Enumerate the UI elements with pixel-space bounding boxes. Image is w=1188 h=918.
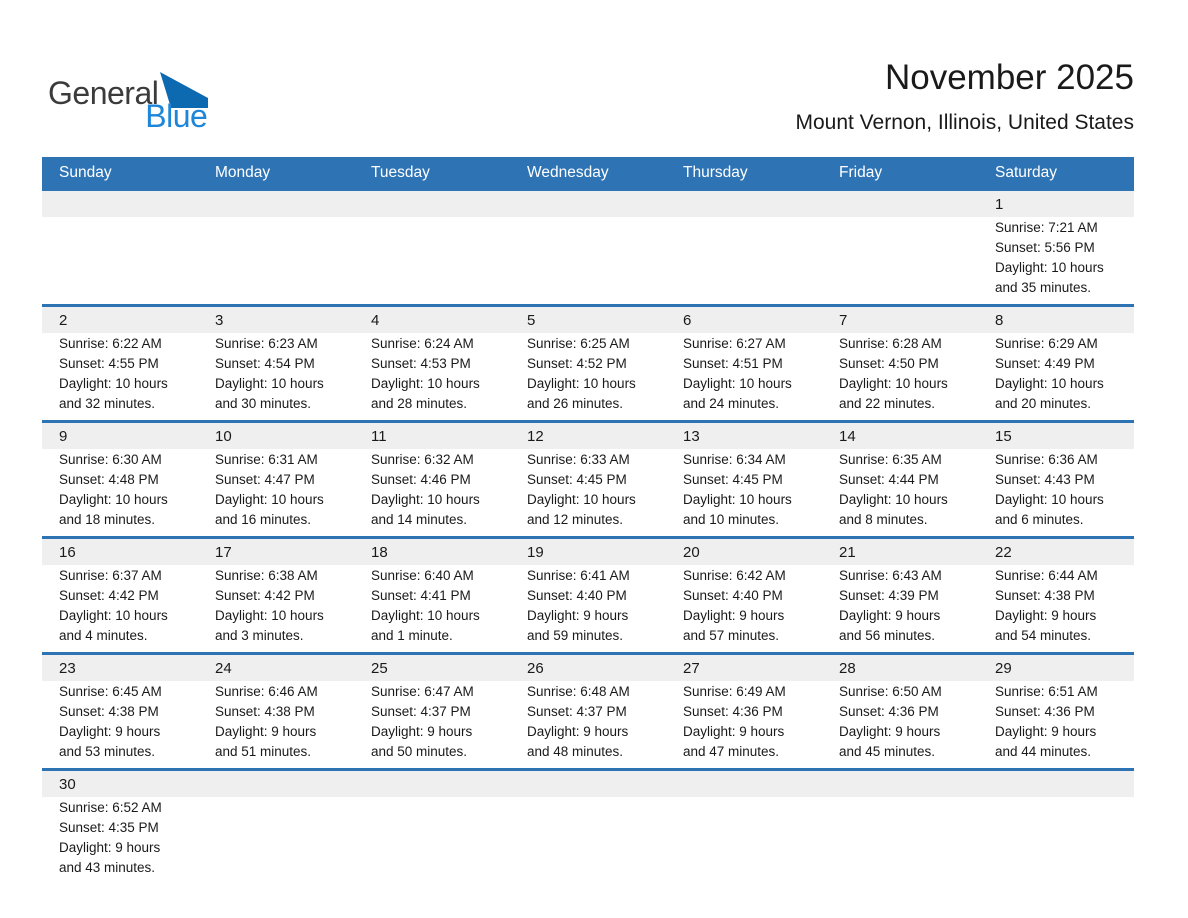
- empty-day-number: [510, 191, 666, 217]
- daylight-text-line2: and 12 minutes.: [527, 512, 624, 527]
- daylight-text-line1: Daylight: 9 hours: [995, 608, 1097, 623]
- daylight-text-line2: and 6 minutes.: [995, 512, 1084, 527]
- sunrise-text: Sunrise: 6:32 AM: [371, 452, 474, 467]
- day-number-4: 4: [371, 312, 380, 329]
- sunset-text: Sunset: 4:45 PM: [527, 472, 627, 487]
- sunset-text: Sunset: 4:36 PM: [683, 704, 783, 719]
- empty-day-cell: [354, 217, 510, 304]
- daylight-text-line2: and 56 minutes.: [839, 628, 936, 643]
- daylight-text-line2: and 53 minutes.: [59, 744, 156, 759]
- day-number-22: 22: [995, 544, 1012, 561]
- sunset-text: Sunset: 4:37 PM: [371, 704, 471, 719]
- daylight-text-line1: Daylight: 9 hours: [59, 724, 161, 739]
- sunrise-text: Sunrise: 6:46 AM: [215, 684, 318, 699]
- empty-day-number: [354, 771, 510, 797]
- week-row: [42, 768, 1134, 884]
- week-row: [42, 188, 1134, 304]
- empty-day-number: [822, 771, 978, 797]
- day-number-24: 24: [215, 660, 232, 677]
- sunrise-text: Sunrise: 6:30 AM: [59, 452, 162, 467]
- daylight-text-line2: and 10 minutes.: [683, 512, 780, 527]
- sunrise-text: Sunrise: 6:27 AM: [683, 336, 786, 351]
- day-number-30: 30: [59, 776, 76, 793]
- day-number-19: 19: [527, 544, 544, 561]
- day-cell-15: [978, 449, 1134, 536]
- day-cell-6: [666, 333, 822, 420]
- daylight-text-line1: Daylight: 10 hours: [59, 492, 168, 507]
- sunrise-text: Sunrise: 6:45 AM: [59, 684, 162, 699]
- daylight-text-line1: Daylight: 10 hours: [371, 376, 480, 391]
- day-number-15: 15: [995, 428, 1012, 445]
- daylight-text-line1: Daylight: 9 hours: [527, 608, 629, 623]
- sunset-text: Sunset: 4:35 PM: [59, 820, 159, 835]
- empty-day-cell: [354, 797, 510, 884]
- week-row: [42, 536, 1134, 652]
- daylight-text-line1: Daylight: 9 hours: [215, 724, 317, 739]
- week-row: [42, 420, 1134, 536]
- weekday-header-thursday: Thursday: [683, 164, 748, 181]
- sunrise-text: Sunrise: 6:24 AM: [371, 336, 474, 351]
- day-cell-26: [510, 681, 666, 768]
- day-cell-30: [42, 797, 198, 884]
- day-cell-17: [198, 565, 354, 652]
- sunrise-text: Sunrise: 6:31 AM: [215, 452, 318, 467]
- day-number-3: 3: [215, 312, 224, 329]
- daylight-text-line2: and 54 minutes.: [995, 628, 1092, 643]
- week-row: [42, 304, 1134, 420]
- sunset-text: Sunset: 4:50 PM: [839, 356, 939, 371]
- day-number-5: 5: [527, 312, 536, 329]
- weekday-header-tuesday: Tuesday: [371, 164, 430, 181]
- day-cell-10: [198, 449, 354, 536]
- day-number-12: 12: [527, 428, 544, 445]
- daylight-text-line1: Daylight: 10 hours: [995, 492, 1104, 507]
- empty-day-cell: [510, 217, 666, 304]
- day-number-28: 28: [839, 660, 856, 677]
- sunset-text: Sunset: 4:51 PM: [683, 356, 783, 371]
- weekday-header-monday: Monday: [215, 164, 271, 181]
- day-number-10: 10: [215, 428, 232, 445]
- empty-day-number: [42, 191, 198, 217]
- day-number-26: 26: [527, 660, 544, 677]
- week-row: [42, 652, 1134, 768]
- logo-text-blue: Blue: [145, 98, 208, 134]
- daylight-text-line2: and 16 minutes.: [215, 512, 312, 527]
- sunset-text: Sunset: 4:52 PM: [527, 356, 627, 371]
- daylight-text-line1: Daylight: 10 hours: [215, 492, 324, 507]
- daylight-text-line1: Daylight: 10 hours: [215, 608, 324, 623]
- day-number-11: 11: [371, 428, 387, 445]
- empty-day-number: [666, 771, 822, 797]
- weekday-header-friday: Friday: [839, 164, 883, 181]
- sunset-text: Sunset: 4:39 PM: [839, 588, 939, 603]
- sunset-text: Sunset: 4:41 PM: [371, 588, 471, 603]
- daylight-text-line2: and 59 minutes.: [527, 628, 624, 643]
- empty-day-number: [978, 771, 1134, 797]
- daylight-text-line1: Daylight: 10 hours: [839, 492, 948, 507]
- daylight-text-line2: and 28 minutes.: [371, 396, 468, 411]
- daylight-text-line2: and 51 minutes.: [215, 744, 312, 759]
- sunset-text: Sunset: 4:40 PM: [527, 588, 627, 603]
- day-number-1: 1: [995, 196, 1004, 213]
- daylight-text-line2: and 22 minutes.: [839, 396, 936, 411]
- daylight-text-line2: and 3 minutes.: [215, 628, 304, 643]
- header-titles: [795, 58, 1134, 135]
- daylight-text-line2: and 14 minutes.: [371, 512, 468, 527]
- sunrise-text: Sunrise: 6:51 AM: [995, 684, 1098, 699]
- sunrise-text: Sunrise: 6:36 AM: [995, 452, 1098, 467]
- sunrise-text: Sunrise: 6:49 AM: [683, 684, 786, 699]
- day-number-14: 14: [839, 428, 856, 445]
- daylight-text-line1: Daylight: 10 hours: [371, 608, 480, 623]
- calendar-table: [42, 157, 1134, 884]
- daylight-text-line1: Daylight: 9 hours: [995, 724, 1097, 739]
- day-number-6: 6: [683, 312, 692, 329]
- day-number-21: 21: [839, 544, 856, 561]
- sunset-text: Sunset: 4:55 PM: [59, 356, 159, 371]
- sunset-text: Sunset: 4:40 PM: [683, 588, 783, 603]
- daylight-text-line1: Daylight: 9 hours: [371, 724, 473, 739]
- sunset-text: Sunset: 4:42 PM: [59, 588, 159, 603]
- day-number-9: 9: [59, 428, 68, 445]
- day-number-25: 25: [371, 660, 388, 677]
- day-cell-23: [42, 681, 198, 768]
- day-cell-27: [666, 681, 822, 768]
- sunrise-text: Sunrise: 6:43 AM: [839, 568, 942, 583]
- day-cell-18: [354, 565, 510, 652]
- sunrise-text: Sunrise: 7:21 AM: [995, 220, 1098, 235]
- daylight-text-line2: and 8 minutes.: [839, 512, 928, 527]
- daylight-text-line2: and 1 minute.: [371, 628, 453, 643]
- sunrise-text: Sunrise: 6:42 AM: [683, 568, 786, 583]
- sunset-text: Sunset: 4:43 PM: [995, 472, 1095, 487]
- page-subtitle: Mount Vernon, Illinois, United States: [795, 111, 1134, 135]
- daylight-text-line2: and 4 minutes.: [59, 628, 148, 643]
- day-cell-2: [42, 333, 198, 420]
- day-cell-12: [510, 449, 666, 536]
- sunset-text: Sunset: 4:38 PM: [59, 704, 159, 719]
- daylight-text-line1: Daylight: 9 hours: [683, 724, 785, 739]
- daylight-text-line1: Daylight: 10 hours: [995, 376, 1104, 391]
- sunrise-text: Sunrise: 6:37 AM: [59, 568, 162, 583]
- sunrise-text: Sunrise: 6:35 AM: [839, 452, 942, 467]
- day-cell-4: [354, 333, 510, 420]
- empty-day-number: [822, 191, 978, 217]
- sunset-text: Sunset: 4:48 PM: [59, 472, 159, 487]
- empty-day-number: [354, 191, 510, 217]
- day-number-2: 2: [59, 312, 68, 329]
- empty-day-number: [198, 191, 354, 217]
- day-cell-16: [42, 565, 198, 652]
- daylight-text-line1: Daylight: 10 hours: [527, 376, 636, 391]
- sunrise-text: Sunrise: 6:22 AM: [59, 336, 162, 351]
- sunrise-text: Sunrise: 6:29 AM: [995, 336, 1098, 351]
- sunrise-text: Sunrise: 6:28 AM: [839, 336, 942, 351]
- day-cell-24: [198, 681, 354, 768]
- sunset-text: Sunset: 4:53 PM: [371, 356, 471, 371]
- sunset-text: Sunset: 4:38 PM: [995, 588, 1095, 603]
- daylight-text-line1: Daylight: 9 hours: [839, 608, 941, 623]
- general-blue-logo: [48, 72, 208, 132]
- daylight-text-line2: and 32 minutes.: [59, 396, 156, 411]
- weekday-header-sunday: Sunday: [59, 164, 112, 181]
- daylight-text-line1: Daylight: 9 hours: [683, 608, 785, 623]
- sunset-text: Sunset: 4:37 PM: [527, 704, 627, 719]
- daylight-text-line2: and 30 minutes.: [215, 396, 312, 411]
- empty-day-number: [666, 191, 822, 217]
- logo-text-general: General: [48, 75, 159, 111]
- day-cell-25: [354, 681, 510, 768]
- daylight-text-line2: and 47 minutes.: [683, 744, 780, 759]
- day-number-18: 18: [371, 544, 388, 561]
- day-cell-13: [666, 449, 822, 536]
- sunrise-text: Sunrise: 6:33 AM: [527, 452, 630, 467]
- daylight-text-line2: and 45 minutes.: [839, 744, 936, 759]
- empty-day-cell: [666, 797, 822, 884]
- daylight-text-line2: and 35 minutes.: [995, 280, 1092, 295]
- daylight-text-line1: Daylight: 10 hours: [59, 608, 168, 623]
- day-number-27: 27: [683, 660, 700, 677]
- day-cell-5: [510, 333, 666, 420]
- daylight-text-line1: Daylight: 10 hours: [371, 492, 480, 507]
- day-cell-8: [978, 333, 1134, 420]
- daylight-text-line1: Daylight: 10 hours: [683, 492, 792, 507]
- day-number-16: 16: [59, 544, 76, 561]
- day-cell-22: [978, 565, 1134, 652]
- day-number-17: 17: [215, 544, 232, 561]
- daylight-text-line2: and 43 minutes.: [59, 860, 156, 875]
- day-cell-11: [354, 449, 510, 536]
- empty-day-cell: [510, 797, 666, 884]
- daylight-text-line1: Daylight: 9 hours: [839, 724, 941, 739]
- sunset-text: Sunset: 4:49 PM: [995, 356, 1095, 371]
- day-cell-28: [822, 681, 978, 768]
- daylight-text-line1: Daylight: 10 hours: [839, 376, 948, 391]
- daylight-text-line1: Daylight: 10 hours: [59, 376, 168, 391]
- daylight-text-line2: and 24 minutes.: [683, 396, 780, 411]
- empty-day-cell: [198, 217, 354, 304]
- day-cell-1: [978, 217, 1134, 304]
- empty-day-cell: [666, 217, 822, 304]
- sunrise-text: Sunrise: 6:47 AM: [371, 684, 474, 699]
- sunset-text: Sunset: 4:45 PM: [683, 472, 783, 487]
- sunset-text: Sunset: 4:42 PM: [215, 588, 315, 603]
- empty-day-number: [510, 771, 666, 797]
- calendar-weeks: [42, 188, 1134, 884]
- empty-day-number: [198, 771, 354, 797]
- day-cell-21: [822, 565, 978, 652]
- weekday-header-row: [42, 157, 1134, 188]
- weekday-header-saturday: Saturday: [995, 164, 1058, 181]
- empty-day-cell: [42, 217, 198, 304]
- weekday-header-wednesday: Wednesday: [527, 164, 609, 181]
- sunrise-text: Sunrise: 6:40 AM: [371, 568, 474, 583]
- sunrise-text: Sunrise: 6:41 AM: [527, 568, 630, 583]
- sunrise-text: Sunrise: 6:52 AM: [59, 800, 162, 815]
- day-cell-9: [42, 449, 198, 536]
- sunrise-text: Sunrise: 6:23 AM: [215, 336, 318, 351]
- sunset-text: Sunset: 4:47 PM: [215, 472, 315, 487]
- day-cell-29: [978, 681, 1134, 768]
- daylight-text-line1: Daylight: 9 hours: [527, 724, 629, 739]
- daylight-text-line1: Daylight: 10 hours: [215, 376, 324, 391]
- empty-day-cell: [822, 797, 978, 884]
- daylight-text-line2: and 57 minutes.: [683, 628, 780, 643]
- day-number-8: 8: [995, 312, 1004, 329]
- day-number-29: 29: [995, 660, 1012, 677]
- day-cell-19: [510, 565, 666, 652]
- day-number-20: 20: [683, 544, 700, 561]
- daylight-text-line2: and 48 minutes.: [527, 744, 624, 759]
- sunset-text: Sunset: 4:36 PM: [995, 704, 1095, 719]
- sunset-text: Sunset: 4:44 PM: [839, 472, 939, 487]
- sunset-text: Sunset: 4:38 PM: [215, 704, 315, 719]
- daylight-text-line2: and 20 minutes.: [995, 396, 1092, 411]
- day-cell-14: [822, 449, 978, 536]
- sunset-text: Sunset: 4:54 PM: [215, 356, 315, 371]
- daylight-text-line1: Daylight: 10 hours: [527, 492, 636, 507]
- empty-day-cell: [978, 797, 1134, 884]
- sunrise-text: Sunrise: 6:48 AM: [527, 684, 630, 699]
- daylight-text-line2: and 26 minutes.: [527, 396, 624, 411]
- day-cell-20: [666, 565, 822, 652]
- empty-day-cell: [198, 797, 354, 884]
- sunrise-text: Sunrise: 6:44 AM: [995, 568, 1098, 583]
- sunrise-text: Sunrise: 6:25 AM: [527, 336, 630, 351]
- page-title: November 2025: [884, 58, 1134, 97]
- sunset-text: Sunset: 5:56 PM: [995, 240, 1095, 255]
- day-cell-7: [822, 333, 978, 420]
- sunset-text: Sunset: 4:36 PM: [839, 704, 939, 719]
- daylight-text-line1: Daylight: 9 hours: [59, 840, 161, 855]
- day-number-23: 23: [59, 660, 76, 677]
- sunrise-text: Sunrise: 6:50 AM: [839, 684, 942, 699]
- daylight-text-line2: and 44 minutes.: [995, 744, 1092, 759]
- daylight-text-line2: and 18 minutes.: [59, 512, 156, 527]
- sunset-text: Sunset: 4:46 PM: [371, 472, 471, 487]
- day-number-13: 13: [683, 428, 700, 445]
- daylight-text-line1: Daylight: 10 hours: [683, 376, 792, 391]
- sunrise-text: Sunrise: 6:34 AM: [683, 452, 786, 467]
- daylight-text-line1: Daylight: 10 hours: [995, 260, 1104, 275]
- day-cell-3: [198, 333, 354, 420]
- day-number-7: 7: [839, 312, 848, 329]
- daylight-text-line2: and 50 minutes.: [371, 744, 468, 759]
- sunrise-text: Sunrise: 6:38 AM: [215, 568, 318, 583]
- empty-day-cell: [822, 217, 978, 304]
